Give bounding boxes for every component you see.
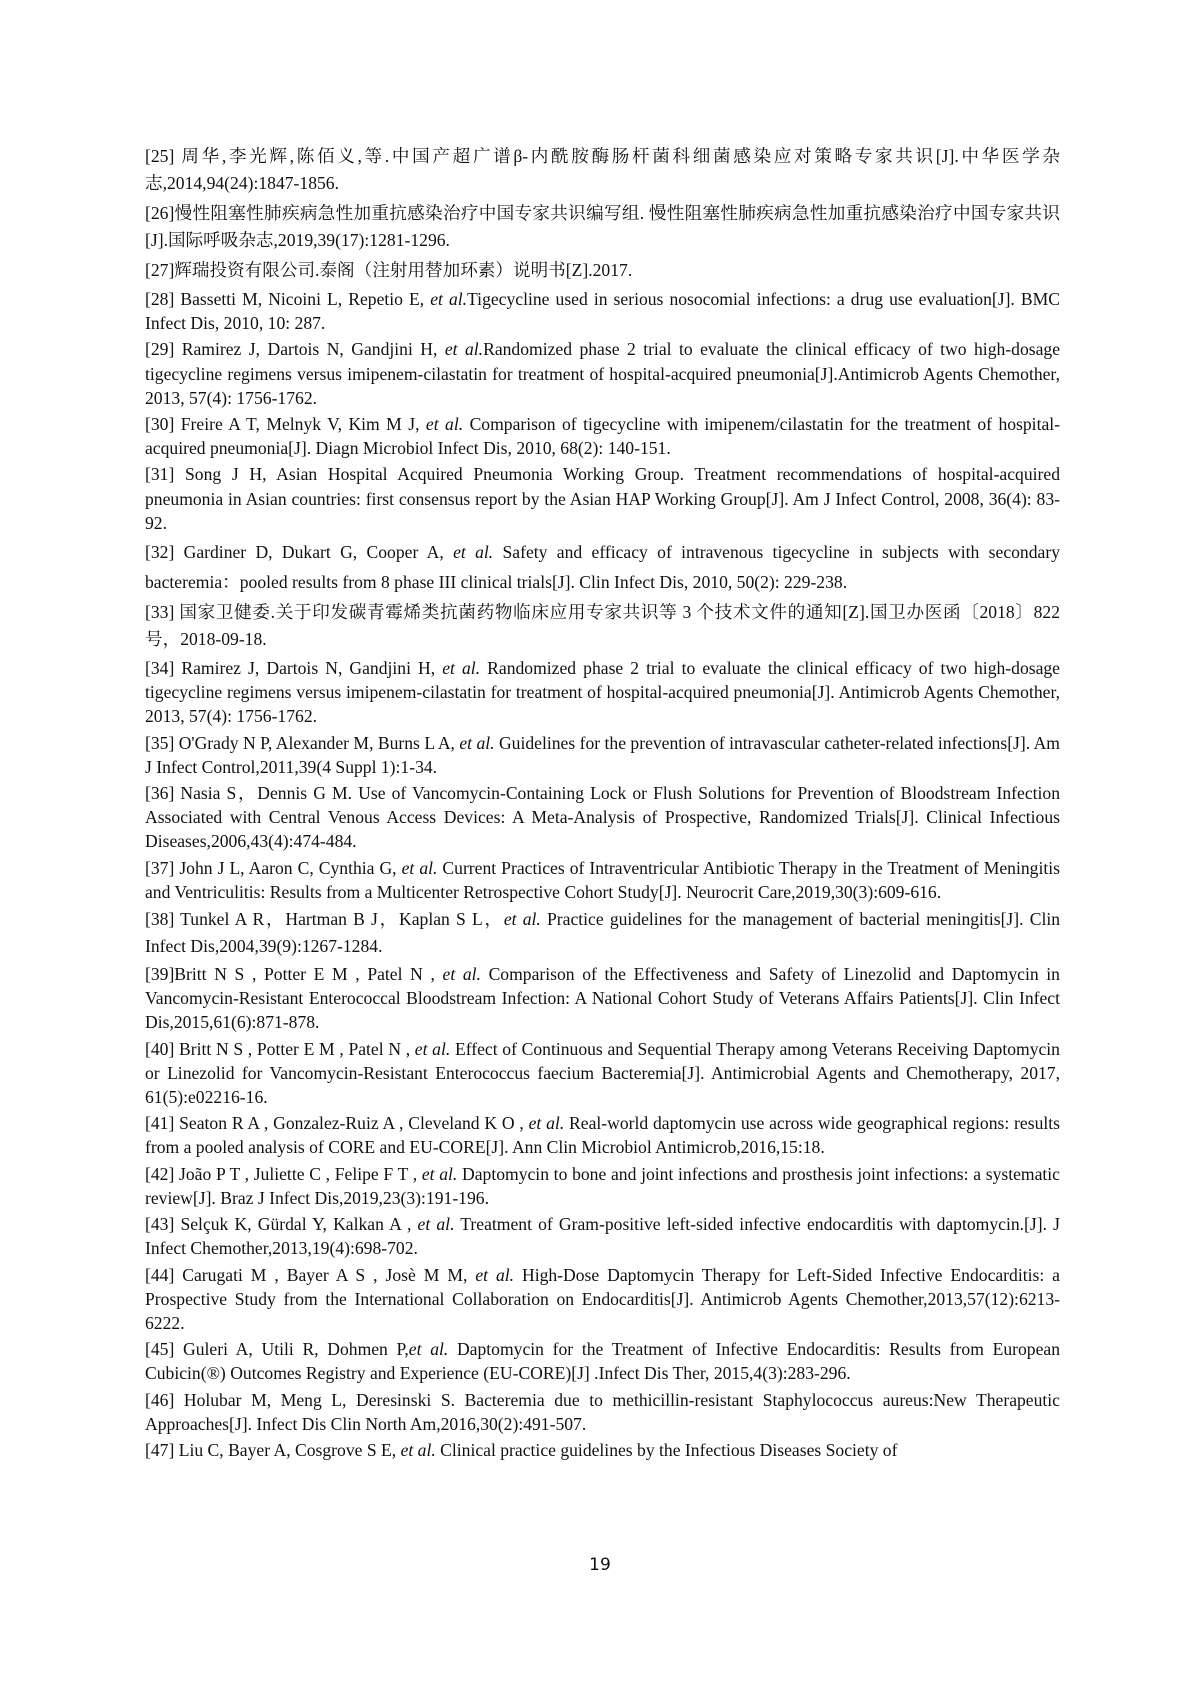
reference-item: [44] Carugati M , Bayer A S , Josè M M, et al. High-Dose Daptomycin Therapy for Left-Sided Infective Endocarditis: a Prospective Study from the International Collaboration on Endocarditis[J]. Antimicrob Agents Chemother,2013,57(12):6213-6222. bbox=[145, 1264, 1060, 1333]
reference-item: [28] Bassetti M, Nicoini L, Repetio E, et al.Tigecycline used in serious nosocomial infections: a drug use evaluation[J]. BMC Infect Dis, 2010, 10: 287. bbox=[145, 289, 1060, 334]
reference-list bbox=[145, 143, 1060, 1464]
reference-item: [33] 国家卫健委.关于印发碳青霉烯类抗菌药物临床应用专家共识等 3 个技术文件的通知[Z].国卫办医函〔2018〕822 号，2018-09-18. bbox=[145, 602, 1060, 650]
reference-item: [37] John J L, Aaron C, Cynthia G, et al. Current Practices of Intraventricular Antibiotic Therapy in the Treatment of Meningitis and Ventriculitis: Results from a Multicenter Retrospective Cohort Study[J]. Neurocrit Care,2019,30(3):609-616. bbox=[145, 857, 1060, 902]
reference-item: [30] Freire A T, Melnyk V, Kim M J, et al. Comparison of tigecycline with imipenem/cilastatin for the treatment of hospital-acquired pneumonia[J]. Diagn Microbiol Infect Dis, 2010, 68(2): 140-151. bbox=[145, 414, 1061, 459]
reference-item: [26]慢性阻塞性肺疾病急性加重抗感染治疗中国专家共识编写组. 慢性阻塞性肺疾病急性加重抗感染治疗中国专家共识[J].国际呼吸杂志,2019,39(17):1281-1296. bbox=[145, 203, 1060, 250]
reference-item: [46] Holubar M, Meng L, Deresinski S. Bacteremia due to methicillin-resistant Staphylococcus aureus:New Therapeutic Approaches[J]. Infect Dis Clin North Am,2016,30(2):491-507. bbox=[145, 1389, 1060, 1434]
reference-item: [38] Tunkel A R，Hartman B J，Kaplan S L，et al. Practice guidelines for the management of bacterial meningitis[J]. Clin Infect Dis,2004,39(9):1267-1284. bbox=[145, 909, 1061, 957]
reference-item: [40] Britt N S , Potter E M , Patel N , et al. Effect of Continuous and Sequential Therapy among Veterans Receiving Daptomycin or Linezolid for Vancomycin-Resistant Enterococcus faecium Bacteremia[J]. Antimicrobial Agents and Chemotherapy, 2017, 61(5):e02216-16. bbox=[145, 1038, 1060, 1108]
reference-item: [25] 周华,李光辉,陈佰义,等.中国产超广谱β-内酰胺酶肠杆菌科细菌感染应对策略专家共识[J].中华医学杂志,2014,94(24):1847-1856. bbox=[145, 146, 1060, 193]
reference-item: [35] O'Grady N P, Alexander M, Burns L A, et al. Guidelines for the prevention of intravascular catheter-related infections[J]. Am J Infect Control,2011,39(4 Suppl 1):1-34. bbox=[145, 732, 1060, 777]
reference-item: [34] Ramirez J, Dartois N, Gandjini H, et al. Randomized phase 2 trial to evaluate the clinical efficacy of two high-dosage tigecycline regimens versus imipenem-cilastatin for treatment of hospital-acquired pneumonia[J]. Antimicrob Agents Chemother, 2013, 57(4): 1756-1762. bbox=[145, 658, 1060, 727]
reference-item: [39]Britt N S , Potter E M , Patel N , et al. Comparison of the Effectiveness and Safety of Linezolid and Daptomycin in Vancomycin-Resistant Enterococcal Bloodstream Infection: A National Cohort Study of Veterans Affairs Patients[J]. Clin Infect Dis,2015,61(6):871-878. bbox=[145, 964, 1060, 1033]
reference-item: [31] Song J H, Asian Hospital Acquired Pneumonia Working Group. Treatment recommendations of hospital-acquired pneumonia in Asian countries: first consensus report by the Asian HAP Working Group[J]. Am J Infect Control, 2008, 36(4): 83-92. bbox=[145, 464, 1060, 533]
reference-item: [42] João P T , Juliette C , Felipe F T , et al. Daptomycin to bone and joint infections and prosthesis joint infections: a systematic review[J]. Braz J Infect Dis,2019,23(3):191-196. bbox=[145, 1163, 1060, 1208]
reference-item: [43] Selçuk K, Gürdal Y, Kalkan A , et al. Treatment of Gram-positive left-sided infective endocarditis with daptomycin.[J]. J Infect Chemother,2013,19(4):698-702. bbox=[145, 1214, 1060, 1259]
reference-item: [45] Guleri A, Utili R, Dohmen P,et al. Daptomycin for the Treatment of Infective Endocarditis: Results from European Cubicin(®) Outcomes Registry and Experience (EU-CORE)[J] .Infect Dis Ther, 2015,4(3):283-296. bbox=[145, 1339, 1060, 1384]
reference-item: [27]辉瑞投资有限公司.泰阁（注射用替加环素）说明书[Z].2017. bbox=[145, 260, 633, 280]
reference-item: [32] Gardiner D, Dukart G, Cooper A, et al. Safety and efficacy of intravenous tigecycline in subjects with secondary bacteremia：pooled results from 8 phase III clinical trials[J]. Clin Infect Dis, 2010, 50(2): 229-238. bbox=[145, 542, 1060, 593]
reference-item: [47] Liu C, Bayer A, Cosgrove S E, et al. Clinical practice guidelines by the Infectious Diseases Society of bbox=[145, 1439, 898, 1460]
page-number: 19 bbox=[589, 1555, 611, 1575]
reference-item: [36] Nasia S，Dennis G M. Use of Vancomycin-Containing Lock or Flush Solutions for Prevention of Bloodstream Infection Associated with Central Venous Access Devices: A Meta-Analysis of Prospective, Randomized Trials[J]. Clinical Infectious Diseases,2006,43(4):474-484. bbox=[145, 783, 1060, 852]
reference-item: [29] Ramirez J, Dartois N, Gandjini H, et al.Randomized phase 2 trial to evaluate the clinical efficacy of two high-dosage tigecycline regimens versus imipenem-cilastatin for treatment of hospital-acquired pneumonia[J].Antimicrob Agents Chemother, 2013, 57(4): 1756-1762. bbox=[145, 339, 1060, 408]
reference-item: [41] Seaton R A , Gonzalez-Ruiz A , Cleveland K O , et al. Real-world daptomycin use across wide geographical regions: results from a pooled analysis of CORE and EU-CORE[J]. Ann Clin Microbiol Antimicrob,2016,15:18. bbox=[145, 1113, 1060, 1158]
